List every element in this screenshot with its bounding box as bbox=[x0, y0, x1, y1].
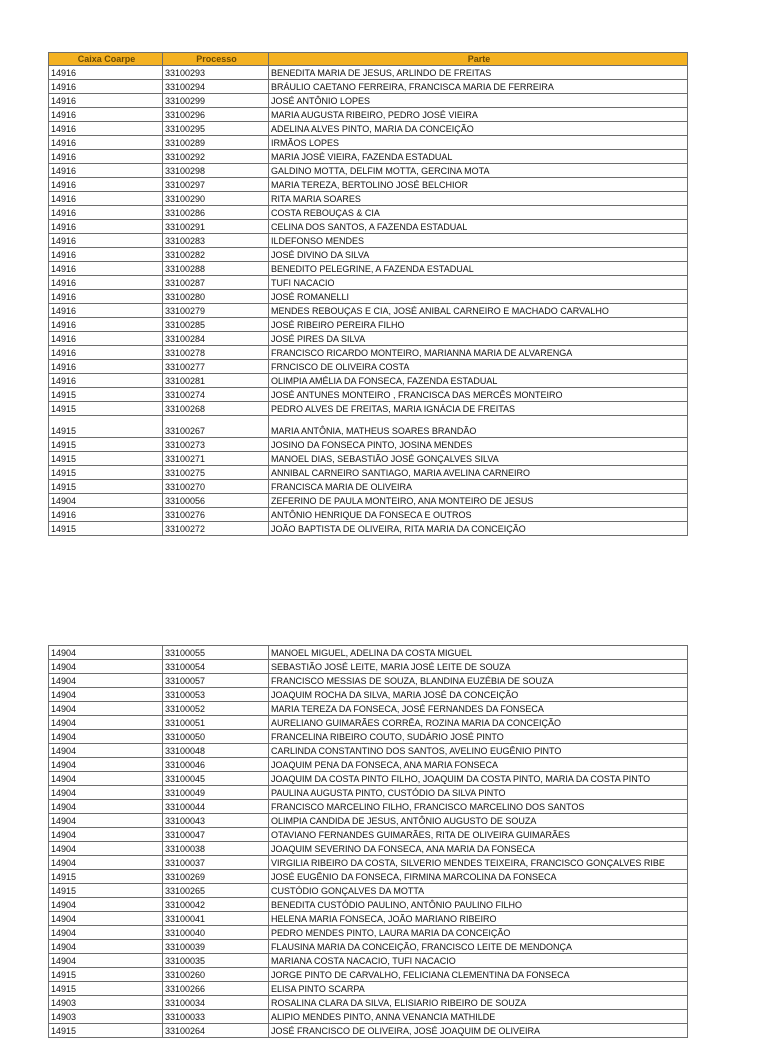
cell-caixa-coarpe[interactable]: 14904 bbox=[49, 702, 163, 716]
cell-caixa-coarpe[interactable]: 14916 bbox=[49, 290, 163, 304]
table-row bbox=[49, 828, 688, 842]
cell-caixa-coarpe[interactable]: 14915 bbox=[49, 480, 163, 494]
cell-processo[interactable]: 33100054 bbox=[163, 660, 269, 674]
cell-parte[interactable]: FRNCISCO DE OLIVEIRA COSTA bbox=[269, 360, 688, 374]
cell-processo[interactable]: 33100037 bbox=[163, 856, 269, 870]
cell-caixa-coarpe[interactable]: 14916 bbox=[49, 80, 163, 94]
header-caixa-coarpe[interactable]: Caixa Coarpe bbox=[49, 53, 163, 66]
cell-processo[interactable]: 33100048 bbox=[163, 744, 269, 758]
cell-caixa-coarpe[interactable]: 14915 bbox=[49, 402, 163, 416]
cell-parte[interactable]: ANTÔNIO HENRIQUE DA FONSECA E OUTROS bbox=[269, 508, 688, 522]
cell-parte[interactable]: MARIA JOSÉ VIEIRA, FAZENDA ESTADUAL bbox=[269, 150, 688, 164]
cell-caixa-coarpe[interactable]: 14915 bbox=[49, 438, 163, 452]
table-row bbox=[49, 926, 688, 940]
cell-caixa-coarpe[interactable]: 14904 bbox=[49, 926, 163, 940]
cell-parte[interactable]: ZEFERINO DE PAULA MONTEIRO, ANA MONTEIRO DE JESUS bbox=[269, 494, 688, 508]
cell-processo[interactable]: 33100272 bbox=[163, 522, 269, 536]
table-row bbox=[49, 1024, 688, 1038]
cell-parte[interactable]: CUSTÓDIO GONÇALVES DA MOTTA bbox=[269, 884, 688, 898]
table-row bbox=[49, 898, 688, 912]
cell-caixa-coarpe[interactable]: 14903 bbox=[49, 996, 163, 1010]
cell-caixa-coarpe[interactable]: 14916 bbox=[49, 276, 163, 290]
cell-caixa-coarpe[interactable]: 14916 bbox=[49, 346, 163, 360]
cell-parte[interactable]: MENDES REBOUÇAS E CIA, JOSÉ ANIBAL CARNEIRO E MACHADO CARVALHO bbox=[269, 304, 688, 318]
cell-caixa-coarpe[interactable]: 14916 bbox=[49, 178, 163, 192]
cell-parte[interactable]: AURELIANO GUIMARÃES CORRÊA, ROZINA MARIA DA CONCEIÇÃO bbox=[269, 716, 688, 730]
table-row bbox=[49, 248, 688, 262]
cell-processo[interactable]: 33100046 bbox=[163, 758, 269, 772]
cell-processo[interactable]: 33100265 bbox=[163, 884, 269, 898]
cell-parte[interactable]: ROSALINA CLARA DA SILVA, ELISIARIO RIBEIRO DE SOUZA bbox=[269, 996, 688, 1010]
cell-caixa-coarpe[interactable]: 14904 bbox=[49, 814, 163, 828]
cell-parte[interactable]: JOAQUIM PENA DA FONSECA, ANA MARIA FONSECA bbox=[269, 758, 688, 772]
cell-parte[interactable]: PAULINA AUGUSTA PINTO, CUSTÓDIO DA SILVA PINTO bbox=[269, 786, 688, 800]
table-row bbox=[49, 884, 688, 898]
cell-processo[interactable]: 33100040 bbox=[163, 926, 269, 940]
cell-parte[interactable]: MANOEL DIAS, SEBASTIÃO JOSÉ GONÇALVES SILVA bbox=[269, 452, 688, 466]
records-body-bottom bbox=[49, 646, 688, 1038]
cell-parte[interactable]: JOSÉ ANTUNES MONTEIRO , FRANCISCA DAS MERCÊS MONTEIRO bbox=[269, 388, 688, 402]
cell-parte[interactable]: CELINA DOS SANTOS, A FAZENDA ESTADUAL bbox=[269, 220, 688, 234]
cell-processo[interactable]: 33100053 bbox=[163, 688, 269, 702]
cell-processo[interactable]: 33100298 bbox=[163, 164, 269, 178]
table-row bbox=[49, 416, 688, 438]
cell-processo[interactable]: 33100268 bbox=[163, 402, 269, 416]
cell-caixa-coarpe[interactable]: 14904 bbox=[49, 674, 163, 688]
table-row bbox=[49, 716, 688, 730]
table-row bbox=[49, 164, 688, 178]
cell-processo[interactable]: 33100293 bbox=[163, 66, 269, 80]
header-parte[interactable]: Parte bbox=[269, 53, 688, 66]
cell-caixa-coarpe[interactable]: 14916 bbox=[49, 248, 163, 262]
table-row bbox=[49, 744, 688, 758]
cell-processo[interactable]: 33100051 bbox=[163, 716, 269, 730]
table-row bbox=[49, 262, 688, 276]
cell-parte[interactable]: FRANCISCA MARIA DE OLIVEIRA bbox=[269, 480, 688, 494]
cell-processo[interactable]: 33100278 bbox=[163, 346, 269, 360]
table-row bbox=[49, 508, 688, 522]
cell-parte[interactable]: JOSÉ ANTÔNIO LOPES bbox=[269, 94, 688, 108]
cell-parte[interactable]: JOAQUIM SEVERINO DA FONSECA, ANA MARIA DA FONSECA bbox=[269, 842, 688, 856]
table-row bbox=[49, 290, 688, 304]
table-row bbox=[49, 842, 688, 856]
table-row bbox=[49, 996, 688, 1010]
cell-caixa-coarpe[interactable]: 14904 bbox=[49, 688, 163, 702]
cell-processo[interactable]: 33100286 bbox=[163, 206, 269, 220]
cell-parte[interactable]: ALIPIO MENDES PINTO, ANNA VENANCIA MATHILDE bbox=[269, 1010, 688, 1024]
table-row bbox=[49, 108, 688, 122]
cell-processo[interactable]: 33100274 bbox=[163, 388, 269, 402]
cell-caixa-coarpe[interactable]: 14904 bbox=[49, 646, 163, 660]
cell-processo[interactable]: 33100289 bbox=[163, 136, 269, 150]
table-row bbox=[49, 968, 688, 982]
cell-parte[interactable]: FRANCISCO RICARDO MONTEIRO, MARIANNA MARIA DE ALVARENGA bbox=[269, 346, 688, 360]
table-row bbox=[49, 786, 688, 800]
cell-processo[interactable]: 33100038 bbox=[163, 842, 269, 856]
table-row bbox=[49, 688, 688, 702]
table-row bbox=[49, 360, 688, 374]
cell-parte[interactable]: JOSÉ PIRES DA SILVA bbox=[269, 332, 688, 346]
cell-processo[interactable]: 33100049 bbox=[163, 786, 269, 800]
cell-processo[interactable]: 33100288 bbox=[163, 262, 269, 276]
table-row bbox=[49, 388, 688, 402]
cell-parte[interactable]: MARIANA COSTA NACACIO, TUFI NACACIO bbox=[269, 954, 688, 968]
cell-caixa-coarpe[interactable]: 14916 bbox=[49, 192, 163, 206]
cell-parte[interactable]: BENEDITO PELEGRINE, A FAZENDA ESTADUAL bbox=[269, 262, 688, 276]
cell-caixa-coarpe[interactable]: 14916 bbox=[49, 318, 163, 332]
cell-caixa-coarpe[interactable]: 14904 bbox=[49, 660, 163, 674]
table-row bbox=[49, 402, 688, 416]
cell-processo[interactable]: 33100273 bbox=[163, 438, 269, 452]
table-row bbox=[49, 1010, 688, 1024]
cell-caixa-coarpe[interactable]: 14915 bbox=[49, 466, 163, 480]
cell-caixa-coarpe[interactable]: 14916 bbox=[49, 360, 163, 374]
records-table-bottom bbox=[48, 645, 688, 1038]
cell-processo[interactable]: 33100287 bbox=[163, 276, 269, 290]
cell-processo[interactable]: 33100290 bbox=[163, 192, 269, 206]
cell-parte[interactable]: PEDRO ALVES DE FREITAS, MARIA IGNÁCIA DE FREITAS bbox=[269, 402, 688, 416]
cell-caixa-coarpe[interactable]: 14904 bbox=[49, 494, 163, 508]
table-row bbox=[49, 674, 688, 688]
cell-caixa-coarpe[interactable]: 14915 bbox=[49, 522, 163, 536]
cell-processo[interactable]: 33100291 bbox=[163, 220, 269, 234]
cell-parte[interactable]: ANNIBAL CARNEIRO SANTIAGO, MARIA AVELINA CARNEIRO bbox=[269, 466, 688, 480]
table-row bbox=[49, 660, 688, 674]
table-row bbox=[49, 870, 688, 884]
table-row bbox=[49, 122, 688, 136]
cell-processo[interactable]: 33100292 bbox=[163, 150, 269, 164]
cell-parte[interactable]: MARIA TEREZA DA FONSECA, JOSÉ FERNANDES DA FONSECA bbox=[269, 702, 688, 716]
table-row bbox=[49, 800, 688, 814]
table-row bbox=[49, 982, 688, 996]
cell-processo[interactable]: 33100281 bbox=[163, 374, 269, 388]
cell-processo[interactable]: 33100033 bbox=[163, 1010, 269, 1024]
cell-caixa-coarpe[interactable]: 14904 bbox=[49, 940, 163, 954]
cell-parte[interactable]: JOSÉ RIBEIRO PEREIRA FILHO bbox=[269, 318, 688, 332]
cell-caixa-coarpe[interactable]: 14916 bbox=[49, 220, 163, 234]
cell-processo[interactable]: 33100044 bbox=[163, 800, 269, 814]
cell-caixa-coarpe[interactable]: 14916 bbox=[49, 374, 163, 388]
cell-parte[interactable]: JORGE PINTO DE CARVALHO, FELICIANA CLEMENTINA DA FONSECA bbox=[269, 968, 688, 982]
cell-parte[interactable]: MARIA ANTÔNIA, MATHEUS SOARES BRANDÃO bbox=[269, 416, 688, 438]
cell-processo[interactable]: 33100276 bbox=[163, 508, 269, 522]
table-row bbox=[49, 332, 688, 346]
header-row bbox=[49, 53, 688, 66]
cell-parte[interactable]: CARLINDA CONSTANTINO DOS SANTOS, AVELINO EUGÊNIO PINTO bbox=[269, 744, 688, 758]
cell-parte[interactable]: OLIMPIA CANDIDA DE JESUS, ANTÔNIO AUGUSTO DE SOUZA bbox=[269, 814, 688, 828]
cell-processo[interactable]: 33100056 bbox=[163, 494, 269, 508]
cell-processo[interactable]: 33100034 bbox=[163, 996, 269, 1010]
table-row bbox=[49, 912, 688, 926]
cell-caixa-coarpe[interactable]: 14916 bbox=[49, 234, 163, 248]
table-row bbox=[49, 234, 688, 248]
table-row bbox=[49, 66, 688, 80]
cell-caixa-coarpe[interactable]: 14915 bbox=[49, 870, 163, 884]
cell-processo[interactable]: 33100282 bbox=[163, 248, 269, 262]
cell-parte[interactable]: JOSÉ EUGÊNIO DA FONSECA, FIRMINA MARCOLINA DA FONSECA bbox=[269, 870, 688, 884]
cell-parte[interactable]: JOSINO DA FONSECA PINTO, JOSINA MENDES bbox=[269, 438, 688, 452]
cell-processo[interactable]: 33100297 bbox=[163, 178, 269, 192]
table-row bbox=[49, 954, 688, 968]
cell-caixa-coarpe[interactable]: 14916 bbox=[49, 136, 163, 150]
cell-caixa-coarpe[interactable]: 14915 bbox=[49, 388, 163, 402]
cell-processo[interactable]: 33100284 bbox=[163, 332, 269, 346]
cell-caixa-coarpe[interactable]: 14916 bbox=[49, 332, 163, 346]
cell-caixa-coarpe[interactable]: 14916 bbox=[49, 122, 163, 136]
cell-parte[interactable]: BRÁULIO CAETANO FERREIRA, FRANCISCA MARIA DE FERREIRA bbox=[269, 80, 688, 94]
cell-processo[interactable]: 33100271 bbox=[163, 452, 269, 466]
cell-parte[interactable]: HELENA MARIA FONSECA, JOÃO MARIANO RIBEIRO bbox=[269, 912, 688, 926]
cell-processo[interactable]: 33100267 bbox=[163, 416, 269, 438]
cell-caixa-coarpe[interactable]: 14904 bbox=[49, 842, 163, 856]
cell-parte[interactable]: BENEDITA MARIA DE JESUS, ARLINDO DE FREITAS bbox=[269, 66, 688, 80]
table-row bbox=[49, 758, 688, 772]
cell-processo[interactable]: 33100057 bbox=[163, 674, 269, 688]
table-row bbox=[49, 480, 688, 494]
cell-parte[interactable]: MARIA TEREZA, BERTOLINO JOSÉ BELCHIOR bbox=[269, 178, 688, 192]
records-table-top bbox=[48, 52, 688, 536]
table-row bbox=[49, 178, 688, 192]
cell-caixa-coarpe[interactable]: 14904 bbox=[49, 828, 163, 842]
table-row bbox=[49, 192, 688, 206]
cell-caixa-coarpe[interactable]: 14904 bbox=[49, 744, 163, 758]
cell-parte[interactable]: JOSÉ DIVINO DA SILVA bbox=[269, 248, 688, 262]
cell-caixa-coarpe[interactable]: 14916 bbox=[49, 108, 163, 122]
table-row bbox=[49, 466, 688, 480]
cell-parte[interactable]: TUFI NACACIO bbox=[269, 276, 688, 290]
cell-caixa-coarpe[interactable]: 14916 bbox=[49, 164, 163, 178]
table-row bbox=[49, 646, 688, 660]
table-row bbox=[49, 304, 688, 318]
cell-parte[interactable]: RITA MARIA SOARES bbox=[269, 192, 688, 206]
cell-caixa-coarpe[interactable]: 14904 bbox=[49, 730, 163, 744]
cell-processo[interactable]: 33100041 bbox=[163, 912, 269, 926]
cell-parte[interactable]: ILDEFONSO MENDES bbox=[269, 234, 688, 248]
cell-processo[interactable]: 33100055 bbox=[163, 646, 269, 660]
cell-parte[interactable]: VIRGILIA RIBEIRO DA COSTA, SILVERIO MENDES TEIXEIRA, FRANCISCO GONÇALVES RIBE bbox=[269, 856, 688, 870]
cell-parte[interactable]: OLIMPIA AMÉLIA DA FONSECA, FAZENDA ESTADUAL bbox=[269, 374, 688, 388]
cell-parte[interactable]: FRANCISCO MARCELINO FILHO, FRANCISCO MARCELINO DOS SANTOS bbox=[269, 800, 688, 814]
cell-parte[interactable]: JOSÉ ROMANELLI bbox=[269, 290, 688, 304]
cell-processo[interactable]: 33100052 bbox=[163, 702, 269, 716]
table-row bbox=[49, 346, 688, 360]
table-row bbox=[49, 150, 688, 164]
cell-parte[interactable]: OTAVIANO FERNANDES GUIMARÃES, RITA DE OLIVEIRA GUIMARÃES bbox=[269, 828, 688, 842]
cell-processo[interactable]: 33100043 bbox=[163, 814, 269, 828]
table-row bbox=[49, 438, 688, 452]
cell-caixa-coarpe[interactable]: 14904 bbox=[49, 954, 163, 968]
table-row bbox=[49, 730, 688, 744]
cell-caixa-coarpe[interactable]: 14904 bbox=[49, 800, 163, 814]
cell-parte[interactable]: BENEDITA CUSTÓDIO PAULINO, ANTÔNIO PAULINO FILHO bbox=[269, 898, 688, 912]
table-row bbox=[49, 522, 688, 536]
cell-parte[interactable]: GALDINO MOTTA, DELFIM MOTTA, GERCINA MOTA bbox=[269, 164, 688, 178]
cell-processo[interactable]: 33100275 bbox=[163, 466, 269, 480]
cell-processo[interactable]: 33100279 bbox=[163, 304, 269, 318]
table-row bbox=[49, 494, 688, 508]
cell-processo[interactable]: 33100047 bbox=[163, 828, 269, 842]
table-row bbox=[49, 452, 688, 466]
table-row bbox=[49, 80, 688, 94]
cell-caixa-coarpe[interactable]: 14916 bbox=[49, 150, 163, 164]
header-processo[interactable]: Processo bbox=[163, 53, 269, 66]
cell-parte[interactable]: IRMÃOS LOPES bbox=[269, 136, 688, 150]
cell-caixa-coarpe[interactable]: 14915 bbox=[49, 416, 163, 438]
cell-caixa-coarpe[interactable]: 14916 bbox=[49, 206, 163, 220]
cell-processo[interactable]: 33100270 bbox=[163, 480, 269, 494]
cell-processo[interactable]: 33100042 bbox=[163, 898, 269, 912]
cell-processo[interactable]: 33100294 bbox=[163, 80, 269, 94]
cell-parte[interactable]: JOAQUIM ROCHA DA SILVA, MARIA JOSÉ DA CONCEIÇÃO bbox=[269, 688, 688, 702]
cell-caixa-coarpe[interactable]: 14904 bbox=[49, 912, 163, 926]
cell-parte[interactable]: PEDRO MENDES PINTO, LAURA MARIA DA CONCEIÇÃO bbox=[269, 926, 688, 940]
cell-processo[interactable]: 33100277 bbox=[163, 360, 269, 374]
cell-processo[interactable]: 33100280 bbox=[163, 290, 269, 304]
table-row bbox=[49, 136, 688, 150]
table-row bbox=[49, 94, 688, 108]
cell-processo[interactable]: 33100039 bbox=[163, 940, 269, 954]
cell-parte[interactable]: ADELINA ALVES PINTO, MARIA DA CONCEIÇÃO bbox=[269, 122, 688, 136]
table-row bbox=[49, 856, 688, 870]
cell-parte[interactable]: ELISA PINTO SCARPA bbox=[269, 982, 688, 996]
cell-caixa-coarpe[interactable]: 14915 bbox=[49, 982, 163, 996]
records-body-top bbox=[49, 66, 688, 536]
table-row bbox=[49, 318, 688, 332]
cell-processo[interactable]: 33100050 bbox=[163, 730, 269, 744]
table-row bbox=[49, 206, 688, 220]
cell-caixa-coarpe[interactable]: 14904 bbox=[49, 898, 163, 912]
cell-caixa-coarpe[interactable]: 14904 bbox=[49, 716, 163, 730]
cell-parte[interactable]: FLAUSINA MARIA DA CONCEIÇÃO, FRANCISCO LEITE DE MENDONÇA bbox=[269, 940, 688, 954]
cell-caixa-coarpe[interactable]: 14915 bbox=[49, 1024, 163, 1038]
cell-caixa-coarpe[interactable]: 14904 bbox=[49, 772, 163, 786]
cell-caixa-coarpe[interactable]: 14916 bbox=[49, 508, 163, 522]
cell-processo[interactable]: 33100035 bbox=[163, 954, 269, 968]
cell-parte[interactable]: SEBASTIÃO JOSÉ LEITE, MARIA JOSÉ LEITE DE SOUZA bbox=[269, 660, 688, 674]
cell-processo[interactable]: 33100264 bbox=[163, 1024, 269, 1038]
cell-parte[interactable]: FRANCELINA RIBEIRO COUTO, SUDÁRIO JOSÉ PINTO bbox=[269, 730, 688, 744]
cell-parte[interactable]: MANOEL MIGUEL, ADELINA DA COSTA MIGUEL bbox=[269, 646, 688, 660]
cell-processo[interactable]: 33100296 bbox=[163, 108, 269, 122]
cell-caixa-coarpe[interactable]: 14915 bbox=[49, 884, 163, 898]
cell-caixa-coarpe[interactable]: 14904 bbox=[49, 856, 163, 870]
cell-parte[interactable]: COSTA REBOUÇAS & CIA bbox=[269, 206, 688, 220]
table-row bbox=[49, 814, 688, 828]
table-row bbox=[49, 276, 688, 290]
cell-parte[interactable]: JOAQUIM DA COSTA PINTO FILHO, JOAQUIM DA COSTA PINTO, MARIA DA COSTA PINTO bbox=[269, 772, 688, 786]
cell-processo[interactable]: 33100295 bbox=[163, 122, 269, 136]
cell-processo[interactable]: 33100283 bbox=[163, 234, 269, 248]
cell-processo[interactable]: 33100260 bbox=[163, 968, 269, 982]
cell-caixa-coarpe[interactable]: 14916 bbox=[49, 94, 163, 108]
cell-processo[interactable]: 33100266 bbox=[163, 982, 269, 996]
cell-parte[interactable]: FRANCISCO MESSIAS DE SOUZA, BLANDINA EUZÉBIA DE SOUZA bbox=[269, 674, 688, 688]
table-row bbox=[49, 772, 688, 786]
cell-processo[interactable]: 33100285 bbox=[163, 318, 269, 332]
cell-caixa-coarpe[interactable]: 14903 bbox=[49, 1010, 163, 1024]
cell-caixa-coarpe[interactable]: 14916 bbox=[49, 262, 163, 276]
cell-caixa-coarpe[interactable]: 14904 bbox=[49, 758, 163, 772]
cell-processo[interactable]: 33100045 bbox=[163, 772, 269, 786]
table-row bbox=[49, 220, 688, 234]
cell-caixa-coarpe[interactable]: 14904 bbox=[49, 786, 163, 800]
cell-caixa-coarpe[interactable]: 14915 bbox=[49, 452, 163, 466]
cell-caixa-coarpe[interactable]: 14916 bbox=[49, 304, 163, 318]
table-row bbox=[49, 374, 688, 388]
cell-parte[interactable]: JOSÉ FRANCISCO DE OLIVEIRA, JOSÉ JOAQUIM DE OLIVEIRA bbox=[269, 1024, 688, 1038]
cell-parte[interactable]: MARIA AUGUSTA RIBEIRO, PEDRO JOSÉ VIEIRA bbox=[269, 108, 688, 122]
table-row bbox=[49, 940, 688, 954]
cell-parte[interactable]: JOÃO BAPTISTA DE OLIVEIRA, RITA MARIA DA CONCEIÇÃO bbox=[269, 522, 688, 536]
cell-processo[interactable]: 33100299 bbox=[163, 94, 269, 108]
cell-processo[interactable]: 33100269 bbox=[163, 870, 269, 884]
table-row bbox=[49, 702, 688, 716]
cell-caixa-coarpe[interactable]: 14915 bbox=[49, 968, 163, 982]
cell-caixa-coarpe[interactable]: 14916 bbox=[49, 66, 163, 80]
